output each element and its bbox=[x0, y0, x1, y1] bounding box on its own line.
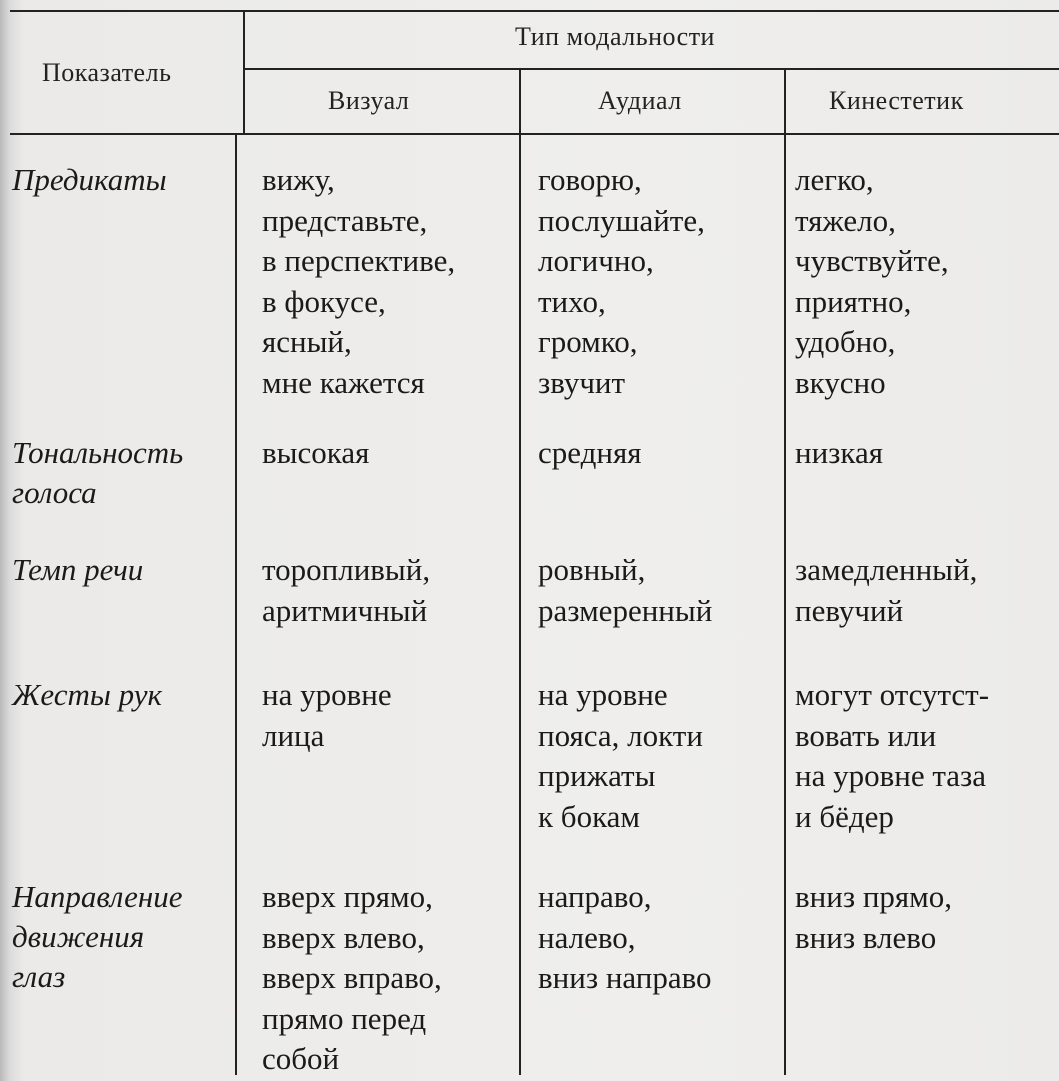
cell-predicates-visual bbox=[262, 160, 455, 403]
cell-line: средняя bbox=[538, 435, 642, 470]
cell-line: легко, bbox=[795, 162, 874, 197]
cell-eye-movement-visual bbox=[262, 877, 442, 1080]
cell-line: чувствуйте, bbox=[795, 243, 949, 278]
table-border-label-column-body bbox=[235, 135, 237, 1075]
cell-voice-tone-audial bbox=[538, 433, 642, 474]
cell-line: направо, bbox=[538, 879, 652, 914]
cell-line: вверх влево, bbox=[262, 919, 425, 955]
cell-line: налево, bbox=[538, 919, 636, 955]
cell-line: вовать или bbox=[795, 717, 937, 753]
cell-line: собой bbox=[262, 1041, 340, 1076]
cell-line: низкая bbox=[795, 435, 884, 470]
cell-line: тихо, bbox=[538, 283, 606, 319]
cell-line: вкусно bbox=[795, 364, 886, 400]
cell-line: на уровне bbox=[262, 677, 392, 712]
row-label-line: Предикаты bbox=[12, 162, 167, 197]
cell-line: в перспективе, bbox=[262, 243, 456, 278]
row-label-eye-movement bbox=[12, 877, 183, 997]
cell-line: и бёдер bbox=[795, 798, 894, 834]
header-indicator: Показатель bbox=[42, 58, 172, 87]
cell-speech-tempo-audial bbox=[538, 550, 712, 631]
row-label-hand-gestures bbox=[12, 675, 162, 715]
cell-line: пояса, локти bbox=[538, 717, 703, 753]
cell-line: аритмичный bbox=[262, 592, 428, 628]
row-label-line: глаз bbox=[12, 959, 66, 994]
cell-voice-tone-kinesthetic bbox=[795, 433, 883, 474]
cell-speech-tempo-kinesthetic bbox=[795, 550, 977, 631]
cell-line: лица bbox=[262, 717, 325, 753]
cell-line: вверх вправо, bbox=[262, 960, 442, 995]
cell-line: говорю, bbox=[538, 162, 642, 197]
row-label-line: Направление bbox=[12, 879, 183, 914]
cell-line: мне кажется bbox=[262, 364, 425, 400]
cell-line: прижаты bbox=[538, 758, 656, 793]
cell-line: вверх прямо, bbox=[262, 879, 433, 914]
cell-line: могут отсутст- bbox=[795, 677, 990, 712]
row-label-predicates bbox=[12, 160, 167, 200]
cell-hand-gestures-visual bbox=[262, 675, 392, 756]
header-modality-type: Тип модальности bbox=[515, 22, 715, 51]
table-border-visual-audial bbox=[519, 70, 521, 1075]
cell-line: певучий bbox=[795, 592, 904, 628]
table-border-audial-kinesthetic bbox=[784, 70, 786, 1075]
cell-line: прямо перед bbox=[262, 1000, 427, 1036]
cell-line: замедленный, bbox=[795, 552, 978, 587]
cell-line: на уровне таза bbox=[795, 758, 987, 793]
cell-line: звучит bbox=[538, 364, 626, 400]
cell-line: ясный, bbox=[262, 324, 352, 359]
cell-hand-gestures-audial bbox=[538, 675, 703, 837]
cell-line: логично, bbox=[538, 243, 654, 278]
table-border-label-column bbox=[243, 10, 245, 135]
cell-voice-tone-visual bbox=[262, 433, 369, 474]
cell-line: вниз влево bbox=[795, 919, 937, 955]
cell-line: вниз направо bbox=[538, 960, 712, 995]
cell-line: громко, bbox=[538, 324, 638, 359]
cell-eye-movement-audial bbox=[538, 877, 712, 999]
cell-line: высокая bbox=[262, 435, 370, 470]
row-label-line: Жесты рук bbox=[12, 677, 162, 712]
header-column-kinesthetic: Кинестетик bbox=[829, 86, 964, 115]
cell-line: ровный, bbox=[538, 552, 646, 587]
cell-line: на уровне bbox=[538, 677, 668, 712]
cell-line: вниз прямо, bbox=[795, 879, 953, 914]
header-column-audial: Аудиал bbox=[598, 86, 682, 115]
row-label-line: голоса bbox=[12, 475, 97, 510]
cell-predicates-audial bbox=[538, 160, 705, 403]
table-top-border bbox=[10, 10, 1059, 12]
cell-line: приятно, bbox=[795, 283, 912, 319]
header-column-visual: Визуал bbox=[328, 86, 410, 115]
cell-line: удобно, bbox=[795, 324, 896, 359]
cell-speech-tempo-visual bbox=[262, 550, 430, 631]
cell-predicates-kinesthetic bbox=[795, 160, 949, 403]
cell-line: размеренный bbox=[538, 592, 713, 628]
cell-hand-gestures-kinesthetic bbox=[795, 675, 989, 837]
cell-line: представьте, bbox=[262, 202, 428, 238]
cell-line: тяжело, bbox=[795, 202, 896, 238]
cell-line: послушайте, bbox=[538, 202, 705, 238]
cell-line: торопливый, bbox=[262, 552, 431, 587]
row-label-line: движения bbox=[12, 919, 145, 954]
table-header-bottom-border bbox=[10, 133, 1059, 135]
cell-line: вижу, bbox=[262, 162, 335, 197]
row-label-speech-tempo bbox=[12, 550, 143, 590]
row-label-line: Тональность bbox=[12, 435, 184, 470]
cell-line: к бокам bbox=[538, 798, 641, 834]
table-subheader-border bbox=[243, 68, 1059, 70]
row-label-voice-tone bbox=[12, 433, 183, 513]
cell-line: в фокусе, bbox=[262, 283, 386, 319]
cell-eye-movement-kinesthetic bbox=[795, 877, 952, 958]
row-label-line: Темп речи bbox=[12, 552, 144, 587]
